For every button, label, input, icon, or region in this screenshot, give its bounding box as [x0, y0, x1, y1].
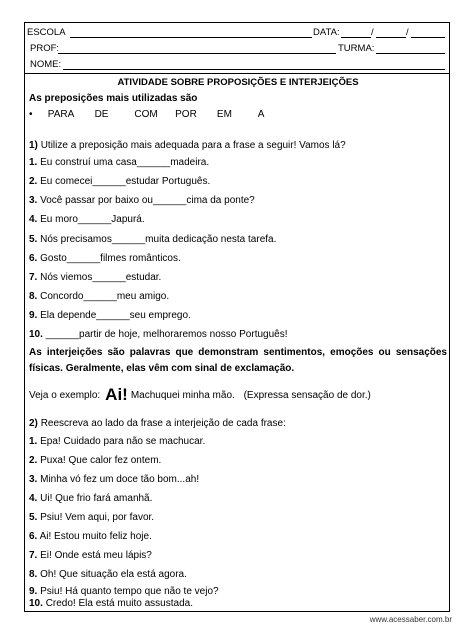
- preposition: COM: [134, 109, 158, 120]
- exercise-number: 2): [29, 418, 38, 429]
- example-prefix: Veja o exemplo:: [29, 390, 101, 401]
- escola-label: ESCOLA: [27, 27, 66, 38]
- item-text: Epa! Cuidado para não se machucar.: [40, 436, 206, 447]
- item-text: Ui! Que frio fará amanhã.: [40, 493, 153, 504]
- example-line: [29, 385, 371, 405]
- list-item: [29, 157, 209, 168]
- data-day-line[interactable]: [341, 37, 371, 38]
- item-text: Você passar por baixo ou______cima da ponte?: [40, 195, 255, 206]
- item-number: 6.: [29, 531, 38, 542]
- item-text: Psiu! Vem aqui, por favor.: [40, 512, 155, 523]
- list-item: [29, 474, 199, 485]
- data-year-line[interactable]: [411, 37, 445, 38]
- list-item: [29, 329, 288, 340]
- item-text: Concordo______meu amigo.: [40, 291, 170, 302]
- prof-label: PROF:: [30, 43, 60, 54]
- prepositions-heading: As preposições mais utilizadas são: [29, 93, 198, 104]
- exercise1-instruction: [29, 140, 346, 151]
- list-item: [29, 598, 193, 609]
- list-item: [29, 291, 169, 302]
- list-item: [29, 195, 255, 206]
- data-month-line[interactable]: [376, 37, 406, 38]
- item-number: 2.: [29, 176, 38, 187]
- prepositions-list: [29, 109, 264, 120]
- item-text: Eu moro______Japurá.: [40, 214, 145, 225]
- item-number: 8.: [29, 569, 38, 580]
- item-text: Eu construí uma casa______madeira.: [40, 157, 210, 168]
- data-separator: /: [406, 27, 409, 38]
- list-item: [29, 253, 181, 264]
- item-number: 9.: [29, 310, 38, 321]
- header-divider: [24, 73, 450, 74]
- item-text: Ela depende______seu emprego.: [40, 310, 191, 321]
- item-number: 3.: [29, 474, 38, 485]
- instruction-text: Reescreva ao lado da frase a interjeição de cada frase:: [40, 418, 286, 429]
- item-text: Nós viemos______estudar.: [40, 272, 162, 283]
- item-text: Puxa! Que calor fez ontem.: [40, 455, 162, 466]
- list-item: [29, 586, 219, 597]
- item-number: 5.: [29, 512, 38, 523]
- item-number: 3.: [29, 195, 38, 206]
- exercise-number: 1): [29, 140, 38, 151]
- list-item: [29, 512, 154, 523]
- list-item: [29, 234, 276, 245]
- item-number: 1.: [29, 436, 38, 447]
- turma-line[interactable]: [376, 53, 445, 54]
- list-item: [29, 531, 152, 542]
- preposition: A: [257, 109, 265, 120]
- list-item: [29, 550, 152, 561]
- interjections-definition: As interjeições são palavras que demonstram sentimentos, emoções ou sensações físicas. Geralmente, elas vêm com sinal de exclamação.: [29, 347, 447, 374]
- item-number: 1.: [29, 157, 38, 168]
- list-item: [29, 455, 161, 466]
- turma-label: TURMA:: [338, 43, 375, 54]
- item-text: Minha vó fez um doce tão bom...ah!: [40, 474, 200, 485]
- list-item: [29, 310, 191, 321]
- worksheet-title: ATIVIDADE SOBRE PROPOSIÇÕES E INTERJEIÇÕES: [117, 77, 359, 88]
- instruction-text: Utilize a preposição mais adequada para a frase a seguir! Vamos lá?: [40, 140, 346, 151]
- prof-line[interactable]: [58, 53, 336, 54]
- list-item: [29, 493, 152, 504]
- preposition: PARA: [47, 109, 75, 120]
- bullet-icon: •: [29, 109, 33, 120]
- item-text: Oh! Que situação ela está agora.: [40, 569, 187, 580]
- item-number: 10.: [29, 598, 43, 609]
- item-number: 4.: [29, 214, 38, 225]
- item-number: 9.: [29, 586, 38, 597]
- list-item: [29, 569, 187, 580]
- item-text: Ei! Onde está meu lápis?: [40, 550, 152, 561]
- item-text: Psiu! Há quanto tempo que não te vejo?: [40, 586, 219, 597]
- footer-website: www.acessaber.com.br: [369, 615, 452, 624]
- item-text: Nós precisamos______muita dedicação nesta tarefa.: [40, 234, 277, 245]
- preposition: DE: [94, 109, 109, 120]
- item-number: 8.: [29, 291, 38, 302]
- escola-line[interactable]: [70, 37, 312, 38]
- list-item: [29, 214, 145, 225]
- item-number: 6.: [29, 253, 38, 264]
- list-item: [29, 176, 210, 187]
- example-interjection: Ai!: [105, 385, 128, 404]
- preposition: POR: [175, 109, 197, 120]
- item-number: 7.: [29, 272, 38, 283]
- example-note: (Expressa sensação de dor.): [243, 390, 371, 401]
- item-text: Ai! Estou muito feliz hoje.: [39, 531, 152, 542]
- item-text: ______partir de hoje, melhoraremos nosso Português!: [45, 329, 288, 340]
- item-number: 4.: [29, 493, 38, 504]
- nome-line[interactable]: [63, 69, 445, 70]
- item-text: Gosto______filmes românticos.: [40, 253, 181, 264]
- list-item: [29, 272, 161, 283]
- item-number: 5.: [29, 234, 38, 245]
- item-text: Credo! Ela está muito assustada.: [45, 598, 193, 609]
- data-label: DATA:: [313, 27, 340, 38]
- item-number: 7.: [29, 550, 38, 561]
- nome-label: NOME:: [30, 59, 62, 70]
- list-item: [29, 436, 205, 447]
- item-text: Eu comecei______estudar Português.: [40, 176, 211, 187]
- exercise2-instruction: [29, 418, 286, 429]
- example-sentence: Machuquei minha mão.: [130, 390, 235, 401]
- item-number: 10.: [29, 329, 43, 340]
- data-separator: /: [371, 27, 374, 38]
- item-number: 2.: [29, 455, 38, 466]
- preposition: EM: [216, 109, 232, 120]
